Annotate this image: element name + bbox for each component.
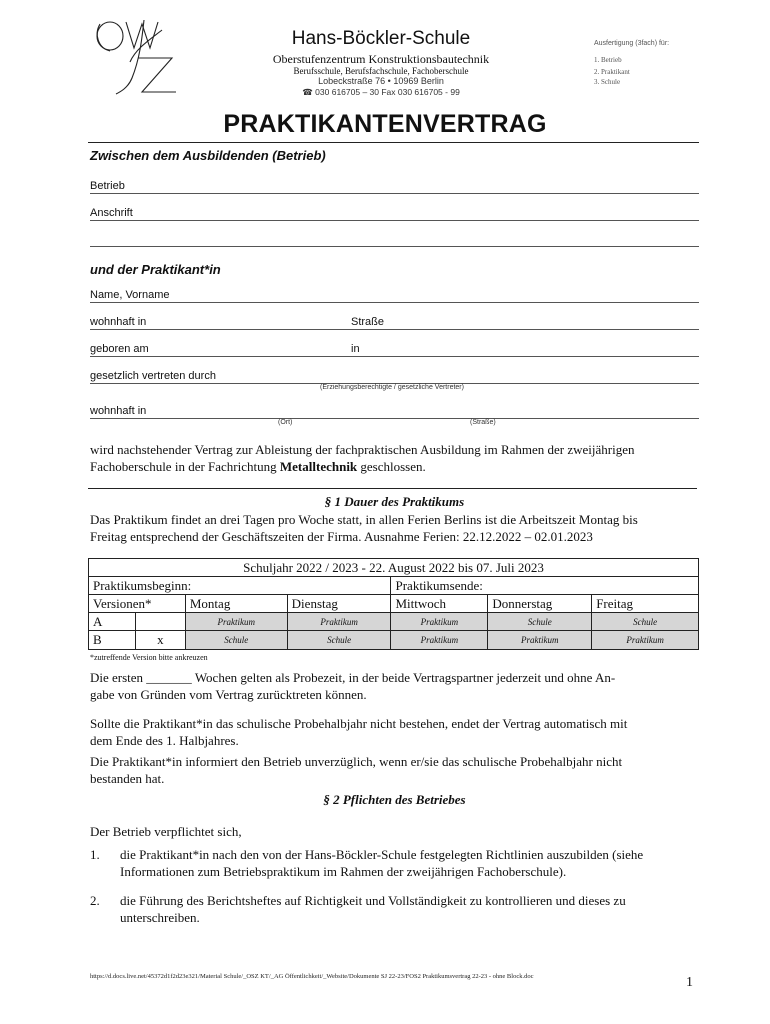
- school-contact: [248, 87, 514, 98]
- day-header: Freitag: [592, 595, 699, 613]
- day-header: Mittwoch: [391, 595, 488, 613]
- betrieb-label: Betrieb: [90, 180, 125, 192]
- wohnhaft2-line[interactable]: [90, 418, 699, 419]
- day-cell: Schule: [185, 631, 287, 650]
- inform-line-2: bestanden hat.: [90, 771, 165, 786]
- employer-heading: Zwischen dem Ausbildenden (Betrieb): [90, 148, 326, 163]
- day-cell: Praktikum: [391, 631, 488, 650]
- version-checkbox[interactable]: x: [135, 631, 185, 650]
- intro-rule: [88, 488, 697, 489]
- anschrift-line[interactable]: [90, 220, 699, 221]
- intro-text: Fachoberschule in der Fachrichtung: [90, 459, 280, 474]
- table-row: [89, 631, 699, 650]
- betrieb-line[interactable]: [90, 193, 699, 194]
- intern-heading: und der Praktikant*in: [90, 262, 221, 277]
- intro-text-end: geschlossen.: [357, 459, 426, 474]
- title-rule: [88, 142, 699, 143]
- day-cell: Praktikum: [287, 613, 391, 631]
- wohnhaft-line[interactable]: [90, 329, 699, 330]
- page-number: 1: [686, 975, 693, 990]
- begin-label[interactable]: Praktikumsbeginn:: [89, 577, 391, 595]
- geburtsort-label: in: [351, 343, 360, 355]
- fail-line-1: Sollte die Praktikant*in das schulische Probehalbjahr nicht bestehen, endet der Vertrag automatisch mit: [90, 716, 628, 731]
- strasse-label: Straße: [351, 316, 385, 328]
- day-cell: Schule: [287, 631, 391, 650]
- geboren-line[interactable]: [90, 356, 699, 357]
- probation-line-1: Die ersten _______ Wochen gelten als Probezeit, in der beide Vertragspartner jederzeit und ohne An-: [90, 670, 616, 685]
- probation-line-2: gabe von Gründen vom Vertrag zurücktreten können.: [90, 687, 367, 702]
- version-checkbox[interactable]: [135, 613, 185, 631]
- table-footnote: *zutreffende Version bitte ankreuzen: [90, 653, 208, 662]
- ort-hint: (Ort): [278, 419, 293, 426]
- intro-line-1: wird nachstehender Vertrag zur Ableistung der fachpraktischen Ausbildung im Rahmen der zweijährigen: [90, 442, 635, 457]
- intro-line-2: [90, 457, 426, 476]
- name-line[interactable]: [90, 302, 699, 303]
- list-item-line-2: unterschreiben.: [120, 910, 200, 925]
- inform-line-1: Die Praktikant*in informiert den Betrieb unverzüglich, wenn er/sie das schulische Probehalbjahr nicht: [90, 754, 623, 769]
- day-cell: Praktikum: [185, 613, 287, 631]
- day-header: Montag: [185, 595, 287, 613]
- school-logo: [92, 18, 178, 96]
- copy-item: 2. Praktikant: [594, 68, 630, 76]
- school-types: Berufsschule, Berufsfachschule, Fachoberschule: [293, 66, 469, 76]
- day-cell: Praktikum: [488, 631, 592, 650]
- phone-fax: 030 616705 – 30 Fax 030 616705 - 99: [315, 87, 460, 97]
- copy-item: 1. Betrieb: [594, 56, 622, 64]
- school-year: Schuljahr 2022 / 2023 - 22. August 2022 bis 07. Juli 2023: [89, 559, 699, 577]
- section-1-line-2: Freitag entsprechend der Geschäftszeiten der Firma. Ausnahme Ferien: 22.12.2022 – 02.01.2023: [90, 529, 593, 544]
- section-1-line-1: Das Praktikum findet an drei Tagen pro Woche statt, in allen Ferien Berlins ist die Arbeitszeit Montag bis: [90, 512, 638, 527]
- schedule-table: [88, 558, 699, 650]
- file-path: https://d.docs.live.net/45372d1f2d23e321/Material Schule/_OSZ KT/_AG Öffentlichkeit/_Website/Dokumente SJ 22-23/FOS2 Praktikumsvertrag 22-23 - ohne Block.doc: [90, 973, 534, 980]
- day-cell: Praktikum: [592, 631, 699, 650]
- name-label: Name, Vorname: [90, 289, 170, 301]
- school-subtitle: Oberstufenzentrum Konstruktionsbautechnik: [272, 52, 490, 66]
- vertreten-hint: (Erziehungsberechtigte / gesetzliche Vertreter): [320, 384, 464, 391]
- wohnhaft2-label: wohnhaft in: [90, 405, 147, 417]
- wohnhaft-label: wohnhaft in: [90, 316, 147, 328]
- list-item-line-1: die Praktikant*in nach den von der Hans-Böckler-Schule festgelegten Richtlinien auszubilden (siehe: [120, 847, 644, 862]
- day-header: Dienstag: [287, 595, 391, 613]
- day-cell: Schule: [592, 613, 699, 631]
- school-name: Hans-Böckler-Schule: [291, 28, 471, 49]
- section-1-title: § 1 Dauer des Praktikums: [324, 494, 465, 509]
- list-item-line-1: die Führung des Berichtsheftes auf Richtigkeit und Vollständigkeit zu kontrollieren und dieses zu: [120, 893, 626, 908]
- versions-header: Versionen*: [89, 595, 186, 613]
- day-cell: Praktikum: [391, 613, 488, 631]
- geboren-label: geboren am: [90, 343, 149, 355]
- list-item-line-2: Informationen zum Betriebspraktikum im Rahmen der zweijährigen Fachoberschule).: [120, 864, 567, 879]
- version-label: B: [89, 631, 136, 650]
- document-title: PRAKTIKANTENVERTRAG: [223, 110, 547, 138]
- fachrichtung: Metalltechnik: [279, 459, 358, 474]
- end-label[interactable]: Praktikumsende:: [391, 577, 699, 595]
- strasse-hint: (Straße): [470, 419, 496, 426]
- school-address: Lobeckstraße 76 • 10969 Berlin: [318, 76, 444, 86]
- list-item-number: 1.: [90, 847, 100, 862]
- copies-title: Ausfertigung (3fach) für:: [594, 40, 670, 47]
- copy-item: 3. Schule: [594, 78, 621, 86]
- anschrift-line-2[interactable]: [90, 246, 699, 247]
- phone-icon: ☎: [302, 87, 313, 97]
- fail-line-2: dem Ende des 1. Halbjahres.: [90, 733, 239, 748]
- day-cell: Schule: [488, 613, 592, 631]
- table-row: [89, 613, 699, 631]
- list-item-number: 2.: [90, 893, 100, 908]
- section-2-title: § 2 Pflichten des Betriebes: [323, 792, 466, 807]
- day-header: Donnerstag: [488, 595, 592, 613]
- version-label: A: [89, 613, 136, 631]
- vertreten-label: gesetzlich vertreten durch: [90, 370, 216, 382]
- section-2-intro: Der Betrieb verpflichtet sich,: [90, 824, 242, 839]
- anschrift-label: Anschrift: [90, 207, 133, 219]
